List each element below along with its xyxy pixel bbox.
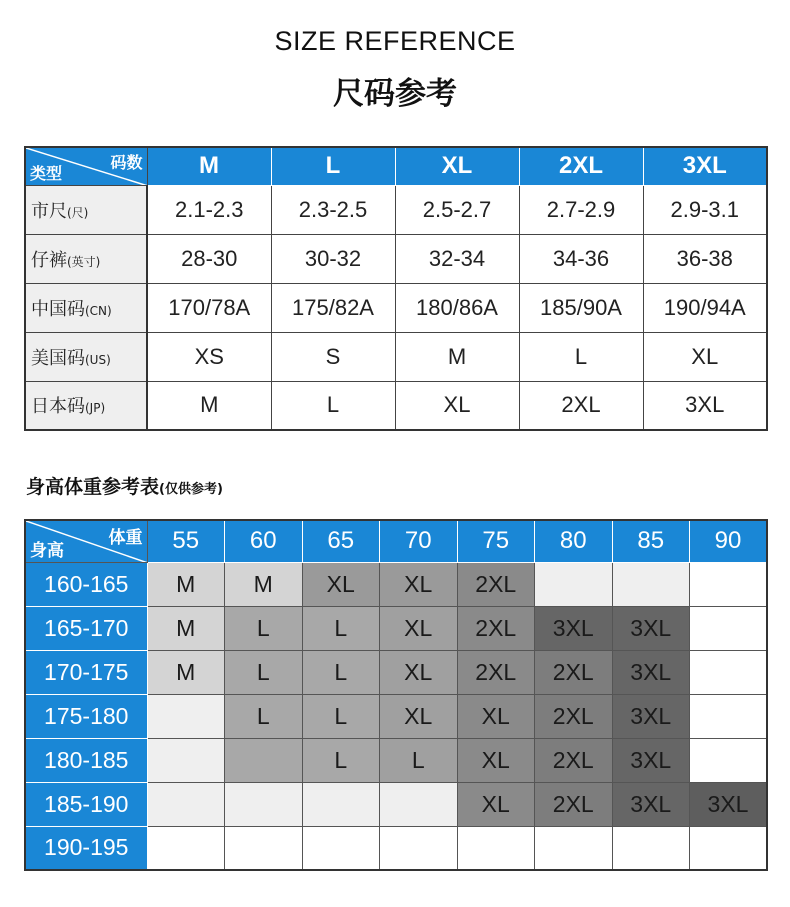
size-value-cell: M <box>147 381 271 430</box>
size-value-cell: S <box>271 332 395 381</box>
size-recommendation-cell: XL <box>302 562 380 606</box>
size-recommendation-cell <box>690 562 768 606</box>
size-value-cell: 190/94A <box>643 283 767 332</box>
weight-header-row <box>25 520 767 562</box>
size-header-m: M <box>147 147 271 185</box>
size-recommendation-cell: 3XL <box>612 606 690 650</box>
size-header-3xl: 3XL <box>643 147 767 185</box>
size-recommendation-cell: L <box>302 738 380 782</box>
size-value-cell: 2.9-3.1 <box>643 185 767 234</box>
corner-label-weight: 体重 <box>108 528 143 548</box>
height-row <box>25 782 767 826</box>
size-recommendation-cell: L <box>225 650 303 694</box>
size-recommendation-cell: L <box>302 606 380 650</box>
height-row <box>25 694 767 738</box>
size-value-cell: 28-30 <box>147 234 271 283</box>
size-recommendation-cell: L <box>225 694 303 738</box>
size-recommendation-cell: 2XL <box>535 650 613 694</box>
weight-header-cell: 60 <box>225 520 303 562</box>
size-value-cell: M <box>395 332 519 381</box>
hw-table-corner <box>25 520 147 562</box>
size-table-corner <box>25 147 147 185</box>
size-recommendation-cell: L <box>225 606 303 650</box>
height-row <box>25 606 767 650</box>
size-value-cell: XS <box>147 332 271 381</box>
height-label-cell: 180-185 <box>25 738 147 782</box>
size-header-2xl: 2XL <box>519 147 643 185</box>
size-recommendation-cell: 3XL <box>612 782 690 826</box>
height-label-cell: 190-195 <box>25 826 147 870</box>
size-recommendation-cell: XL <box>380 562 458 606</box>
size-value-cell: 2.3-2.5 <box>271 185 395 234</box>
size-recommendation-cell: XL <box>457 738 535 782</box>
size-recommendation-cell <box>302 782 380 826</box>
row-label-main: 日本码 <box>31 396 85 418</box>
size-recommendation-cell <box>690 694 768 738</box>
height-label-cell: 165-170 <box>25 606 147 650</box>
size-row <box>25 381 767 430</box>
size-recommendation-cell: 3XL <box>690 782 768 826</box>
row-label-unit: (CN) <box>85 303 112 318</box>
size-recommendation-cell <box>535 826 613 870</box>
height-row <box>25 650 767 694</box>
height-weight-title-text: 身高体重参考表 <box>26 476 160 498</box>
size-value-cell: 3XL <box>643 381 767 430</box>
size-value-cell: XL <box>643 332 767 381</box>
size-recommendation-cell: 3XL <box>535 606 613 650</box>
size-header-row <box>25 147 767 185</box>
size-recommendation-cell: 3XL <box>612 650 690 694</box>
size-recommendation-cell <box>147 782 225 826</box>
size-value-cell: XL <box>395 381 519 430</box>
size-recommendation-cell <box>612 562 690 606</box>
size-row-label <box>25 185 147 234</box>
size-recommendation-cell <box>380 782 458 826</box>
size-value-cell: 30-32 <box>271 234 395 283</box>
size-row <box>25 234 767 283</box>
size-value-cell: 2.5-2.7 <box>395 185 519 234</box>
size-recommendation-cell: XL <box>380 606 458 650</box>
size-recommendation-cell <box>690 606 768 650</box>
size-recommendation-cell: L <box>380 738 458 782</box>
row-label-unit: (尺) <box>67 205 89 220</box>
height-row <box>25 826 767 870</box>
title-chinese: 尺码参考 <box>333 76 457 112</box>
title-english: SIZE REFERENCE <box>274 26 516 56</box>
row-label-main: 中国码 <box>31 298 85 320</box>
size-recommendation-cell <box>690 650 768 694</box>
size-value-cell: 36-38 <box>643 234 767 283</box>
size-reference-table <box>24 146 768 431</box>
size-value-cell: L <box>271 381 395 430</box>
weight-header-cell: 55 <box>147 520 225 562</box>
size-recommendation-cell: L <box>302 694 380 738</box>
corner-label-height: 身高 <box>30 540 64 561</box>
weight-header-cell: 65 <box>302 520 380 562</box>
size-row-label <box>25 234 147 283</box>
size-recommendation-cell: M <box>147 650 225 694</box>
size-recommendation-cell <box>147 738 225 782</box>
height-row <box>25 738 767 782</box>
weight-header-cell: 85 <box>612 520 690 562</box>
size-recommendation-cell: XL <box>457 694 535 738</box>
height-weight-title <box>26 472 223 499</box>
size-row <box>25 185 767 234</box>
size-recommendation-cell <box>225 738 303 782</box>
size-value-cell: 175/82A <box>271 283 395 332</box>
size-recommendation-cell: 2XL <box>457 650 535 694</box>
size-recommendation-cell <box>380 826 458 870</box>
row-label-main: 市尺 <box>31 200 67 222</box>
height-weight-note: (仅供参考) <box>159 482 223 497</box>
height-label-cell: 170-175 <box>25 650 147 694</box>
size-value-cell: 170/78A <box>147 283 271 332</box>
row-label-main: 仔裤 <box>31 249 67 271</box>
size-value-cell: 34-36 <box>519 234 643 283</box>
size-row-label <box>25 283 147 332</box>
size-recommendation-cell: 2XL <box>535 694 613 738</box>
size-value-cell: 185/90A <box>519 283 643 332</box>
size-header-l: L <box>271 147 395 185</box>
size-recommendation-cell <box>612 826 690 870</box>
weight-header-cell: 80 <box>535 520 613 562</box>
row-label-unit: (英寸) <box>67 254 101 269</box>
size-value-cell: 2.7-2.9 <box>519 185 643 234</box>
height-label-cell: 185-190 <box>25 782 147 826</box>
weight-header-cell: 70 <box>380 520 458 562</box>
size-recommendation-cell <box>147 694 225 738</box>
size-recommendation-cell: M <box>147 562 225 606</box>
size-row <box>25 283 767 332</box>
corner-label-size: 码数 <box>110 153 143 172</box>
size-recommendation-cell: M <box>225 562 303 606</box>
size-value-cell: 2XL <box>519 381 643 430</box>
size-value-cell: L <box>519 332 643 381</box>
weight-header-cell: 90 <box>690 520 768 562</box>
size-recommendation-cell: 2XL <box>535 738 613 782</box>
size-recommendation-cell: XL <box>380 694 458 738</box>
height-label-cell: 160-165 <box>25 562 147 606</box>
size-recommendation-cell: 3XL <box>612 738 690 782</box>
size-recommendation-cell: 2XL <box>457 562 535 606</box>
size-recommendation-cell: 2XL <box>457 606 535 650</box>
size-row-label <box>25 381 147 430</box>
row-label-unit: (JP) <box>85 401 106 416</box>
size-value-cell: 2.1-2.3 <box>147 185 271 234</box>
size-recommendation-cell <box>225 826 303 870</box>
height-weight-table <box>24 519 768 871</box>
size-recommendation-cell <box>147 826 225 870</box>
size-recommendation-cell: M <box>147 606 225 650</box>
size-recommendation-cell <box>302 826 380 870</box>
corner-label-type: 类型 <box>30 163 63 183</box>
row-label-main: 美国码 <box>31 347 85 369</box>
size-recommendation-cell <box>457 826 535 870</box>
size-row <box>25 332 767 381</box>
height-row <box>25 562 767 606</box>
size-header-xl: XL <box>395 147 519 185</box>
size-recommendation-cell: 3XL <box>612 694 690 738</box>
weight-header-cell: 75 <box>457 520 535 562</box>
height-label-cell: 175-180 <box>25 694 147 738</box>
size-recommendation-cell <box>690 826 768 870</box>
size-recommendation-cell: 2XL <box>535 782 613 826</box>
size-recommendation-cell: XL <box>457 782 535 826</box>
size-recommendation-cell <box>535 562 613 606</box>
row-label-unit: (US) <box>85 352 111 367</box>
size-value-cell: 32-34 <box>395 234 519 283</box>
size-recommendation-cell: L <box>302 650 380 694</box>
size-recommendation-cell <box>225 782 303 826</box>
size-recommendation-cell: XL <box>380 650 458 694</box>
size-row-label <box>25 332 147 381</box>
size-value-cell: 180/86A <box>395 283 519 332</box>
size-recommendation-cell <box>690 738 768 782</box>
